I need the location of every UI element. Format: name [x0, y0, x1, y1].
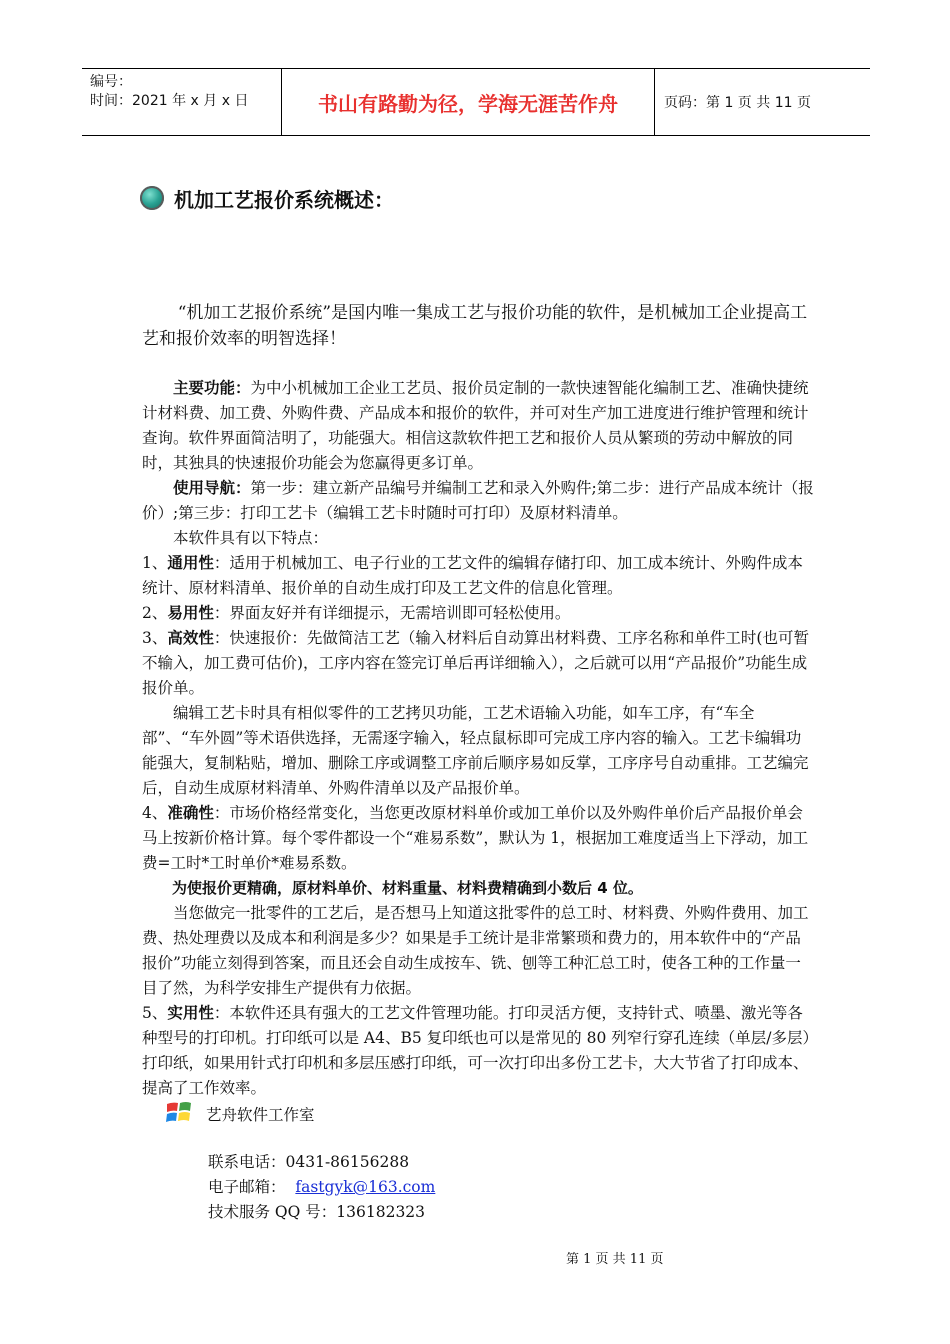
contact-email-row — [208, 1175, 435, 1200]
feature-1 — [142, 551, 814, 601]
feature-5-text: ：本软件还具有强大的工艺文件管理功能。打印灵活方便，支持针式、喷墨、激光等各种型号的打印机。打印纸可以是 A4、B5 复印纸也可以是常见的 80 列窄行穿孔连续（单层/多层）打印纸，如果用针式打印机和多层压感打印纸，可一次打印出多份工艺卡，大大节省了打印成本、提高了工作效率。 — [142, 1004, 811, 1097]
intro-paragraph: “机加工艺报价系统”是国内唯一集成工艺与报价功能的软件，是机械加工企业提高工艺和报价效率的明智选择！ — [142, 303, 808, 349]
page-title: 机加工艺报价系统概述： — [174, 188, 394, 212]
feature-4-text: ：市场价格经常变化，当您更改原材料单价或加工单价以及外购件单价后产品报价单会马上按新价格计算。每个零件都设一个“难易系数”，默认为 1，根据加工难度适当上下浮动，加工费=工时*工时单价*难易系数。 — [142, 804, 809, 872]
navigation-label: 使用导航： — [173, 479, 251, 497]
feature-4-label: 准确性 — [167, 804, 214, 822]
contact-qq: 技术服务 QQ 号：136182323 — [208, 1203, 426, 1221]
feature-5-label: 实用性 — [167, 1004, 214, 1022]
document-body — [142, 300, 814, 1101]
navigation-text: 第一步：建立新产品编号并编制工艺和录入外购件;第二步：进行产品成本统计（报价）;第三步：打印工艺卡（编辑工艺卡时随时可打印）及原材料清单。 — [142, 479, 814, 522]
feature-3-text: ：快速报价：先做简洁工艺（输入材料后自动算出材料费、工序名称和单件工时(也可暂不输入，加工费可估价)，工序内容在签完订单后再详细输入），之后就可以用“产品报价”功能生成报价单。 — [142, 629, 809, 697]
contact-email-link[interactable]: fastgyk@163.com — [295, 1178, 436, 1196]
feature-4-bold: 为使报价更精确，原材料单价、材料重量、材料费精确到小数后 4 位。 — [172, 879, 643, 897]
feature-3-label: 高效性 — [167, 629, 214, 647]
header-page-info: 页码：第 1 页 共 11 页 — [664, 95, 811, 111]
feature-2 — [142, 601, 814, 626]
page-footer: 第 1 页 共 11 页 — [566, 1252, 664, 1267]
feature-2-label: 易用性 — [167, 604, 214, 622]
feature-1-num: 1、 — [142, 554, 168, 572]
studio-name: 艺舟软件工作室 — [206, 1106, 315, 1124]
feature-1-label: 通用性 — [167, 554, 214, 572]
contact-block — [208, 1150, 435, 1225]
feature-5 — [142, 1001, 814, 1101]
header-number: 编号： — [90, 74, 132, 90]
feature-3-extra: 编辑工艺卡时具有相似零件的工艺拷贝功能，工艺术语输入功能，如车工序，有“车全部”、“车外圆”等术语供选择，无需逐字输入，轻点鼠标即可完成工序内容的输入。工艺卡编辑功能强大，复制粘贴，增加、删除工序或调整工序前后顺序易如反掌，工序序号自动重排。工艺编完后，自动生成原材料清单、外购件清单以及产品报价单。 — [142, 704, 809, 797]
navigation-paragraph — [142, 476, 814, 526]
header-date: 时间：2021 年 x 月 x 日 — [90, 93, 249, 109]
main-function-text: 为中小机械加工企业工艺员、报价员定制的一款快速智能化编制工艺、准确快捷统计材料费、加工费、外购件费、产品成本和报价的软件，并可对生产加工进度进行维护管理和统计查询。软件界面简洁明了，功能强大。相信这款软件把工艺和报价人员从繁琐的劳动中解放的同时，其独具的快速报价功能会为您赢得更多订单。 — [142, 379, 809, 472]
main-function-label: 主要功能： — [173, 379, 251, 397]
contact-phone: 联系电话：0431-86156288 — [208, 1153, 410, 1171]
header-motto: 书山有路勤为径，学海无涯苦作舟 — [282, 69, 655, 135]
header-table — [82, 68, 870, 136]
header-meta — [82, 69, 282, 135]
title-bullet-icon — [140, 186, 164, 210]
main-function-paragraph — [142, 376, 814, 476]
feature-4-extra: 当您做完一批零件的工艺后，是否想马上知道这批零件的总工时、材料费、外购件费用、加工费、热处理费以及成本和利润是多少？如果是手工统计是非常繁琐和费力的，用本软件中的“产品报价”功能立刻得到答案，而且还会自动生成按车、铣、刨等工种汇总工时，使各工种的工作量一目了然，为科学安排生产提供有力依据。 — [142, 904, 809, 997]
windows-logo-icon — [166, 1100, 192, 1124]
contact-email-label: 电子邮箱： — [208, 1178, 286, 1196]
feature-2-num: 2、 — [142, 604, 168, 622]
feature-3-num: 3、 — [142, 629, 168, 647]
feature-3 — [142, 626, 814, 701]
feature-4-num: 4、 — [142, 804, 168, 822]
feature-5-num: 5、 — [142, 1004, 168, 1022]
feature-4 — [142, 801, 814, 876]
feature-2-text: ：界面友好并有详细提示，无需培训即可轻松使用。 — [213, 604, 571, 622]
feature-1-text: ：适用于机械加工、电子行业的工艺文件的编辑存储打印、加工成本统计、外购件成本统计、原材料清单、报价单的自动生成打印及工艺文件的信息化管理。 — [142, 554, 803, 597]
features-intro: 本软件具有以下特点： — [173, 529, 329, 547]
